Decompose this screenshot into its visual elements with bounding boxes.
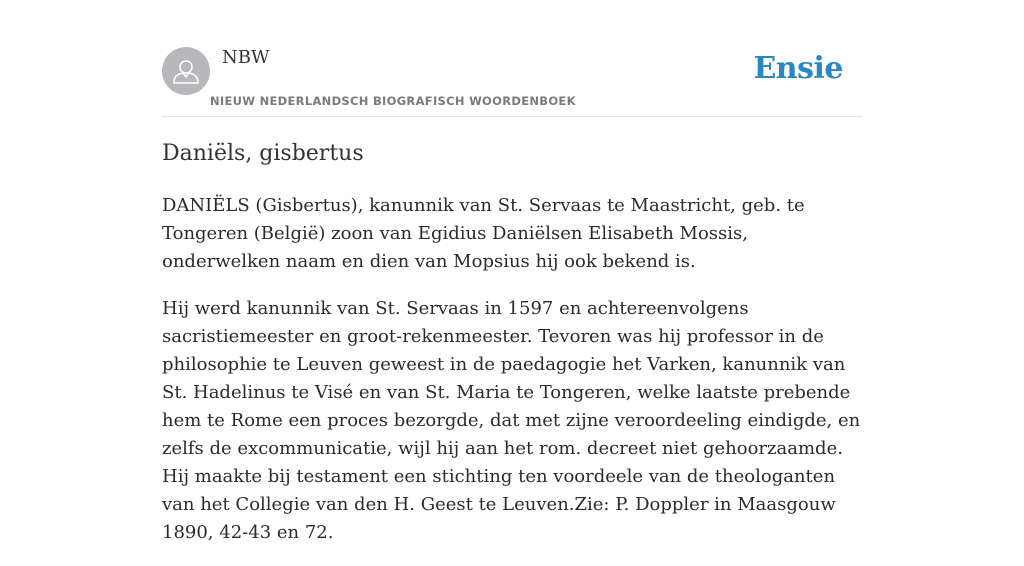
brand-logo[interactable]: Ensie <box>753 51 843 86</box>
header <box>162 0 862 117</box>
user-icon <box>162 47 210 95</box>
article-title: Daniëls, gisbertus <box>162 141 364 166</box>
article-paragraph: Hij werd kanunnik van St. Servaas in 1597 en achtereenvolgens sacristiemeester en groot-rekenmeester. Tevoren was hij professor in de philosophie te Leuven geweest in de paedagogie het Varken, kanunnik van St. Hadelinus te Visé en van St. Maria te Tongeren, welke laatste prebende hem te Rome een proces bezorgde, dat met zijne veroordeeling eindigde, en zelfs de excommunicatie, wijl hij aan het rom. decreet niet gehoorzaamde. Hij maakte bij testament een stichting ten voordeele van de theologanten van het Collegie van den H. Geest te Leuven.Zie: P. Doppler in Maasgouw 1890, 42-43 en 72. <box>162 298 861 543</box>
source-subtitle: NIEUW NEDERLANDSCH BIOGRAFISCH WOORDENBOEK <box>210 94 576 108</box>
article-paragraph: DANIËLS (Gisbertus), kanunnik van St. Servaas te Maastricht, geb. te Tongeren (België) zoon van Egidius Daniëlsen Elisabeth Mossis, onderwelken naam en dien van Mopsius hij ook bekend is. <box>162 195 805 272</box>
source-title[interactable]: NBW <box>222 47 270 68</box>
avatar[interactable] <box>162 47 210 95</box>
article <box>162 138 864 566</box>
